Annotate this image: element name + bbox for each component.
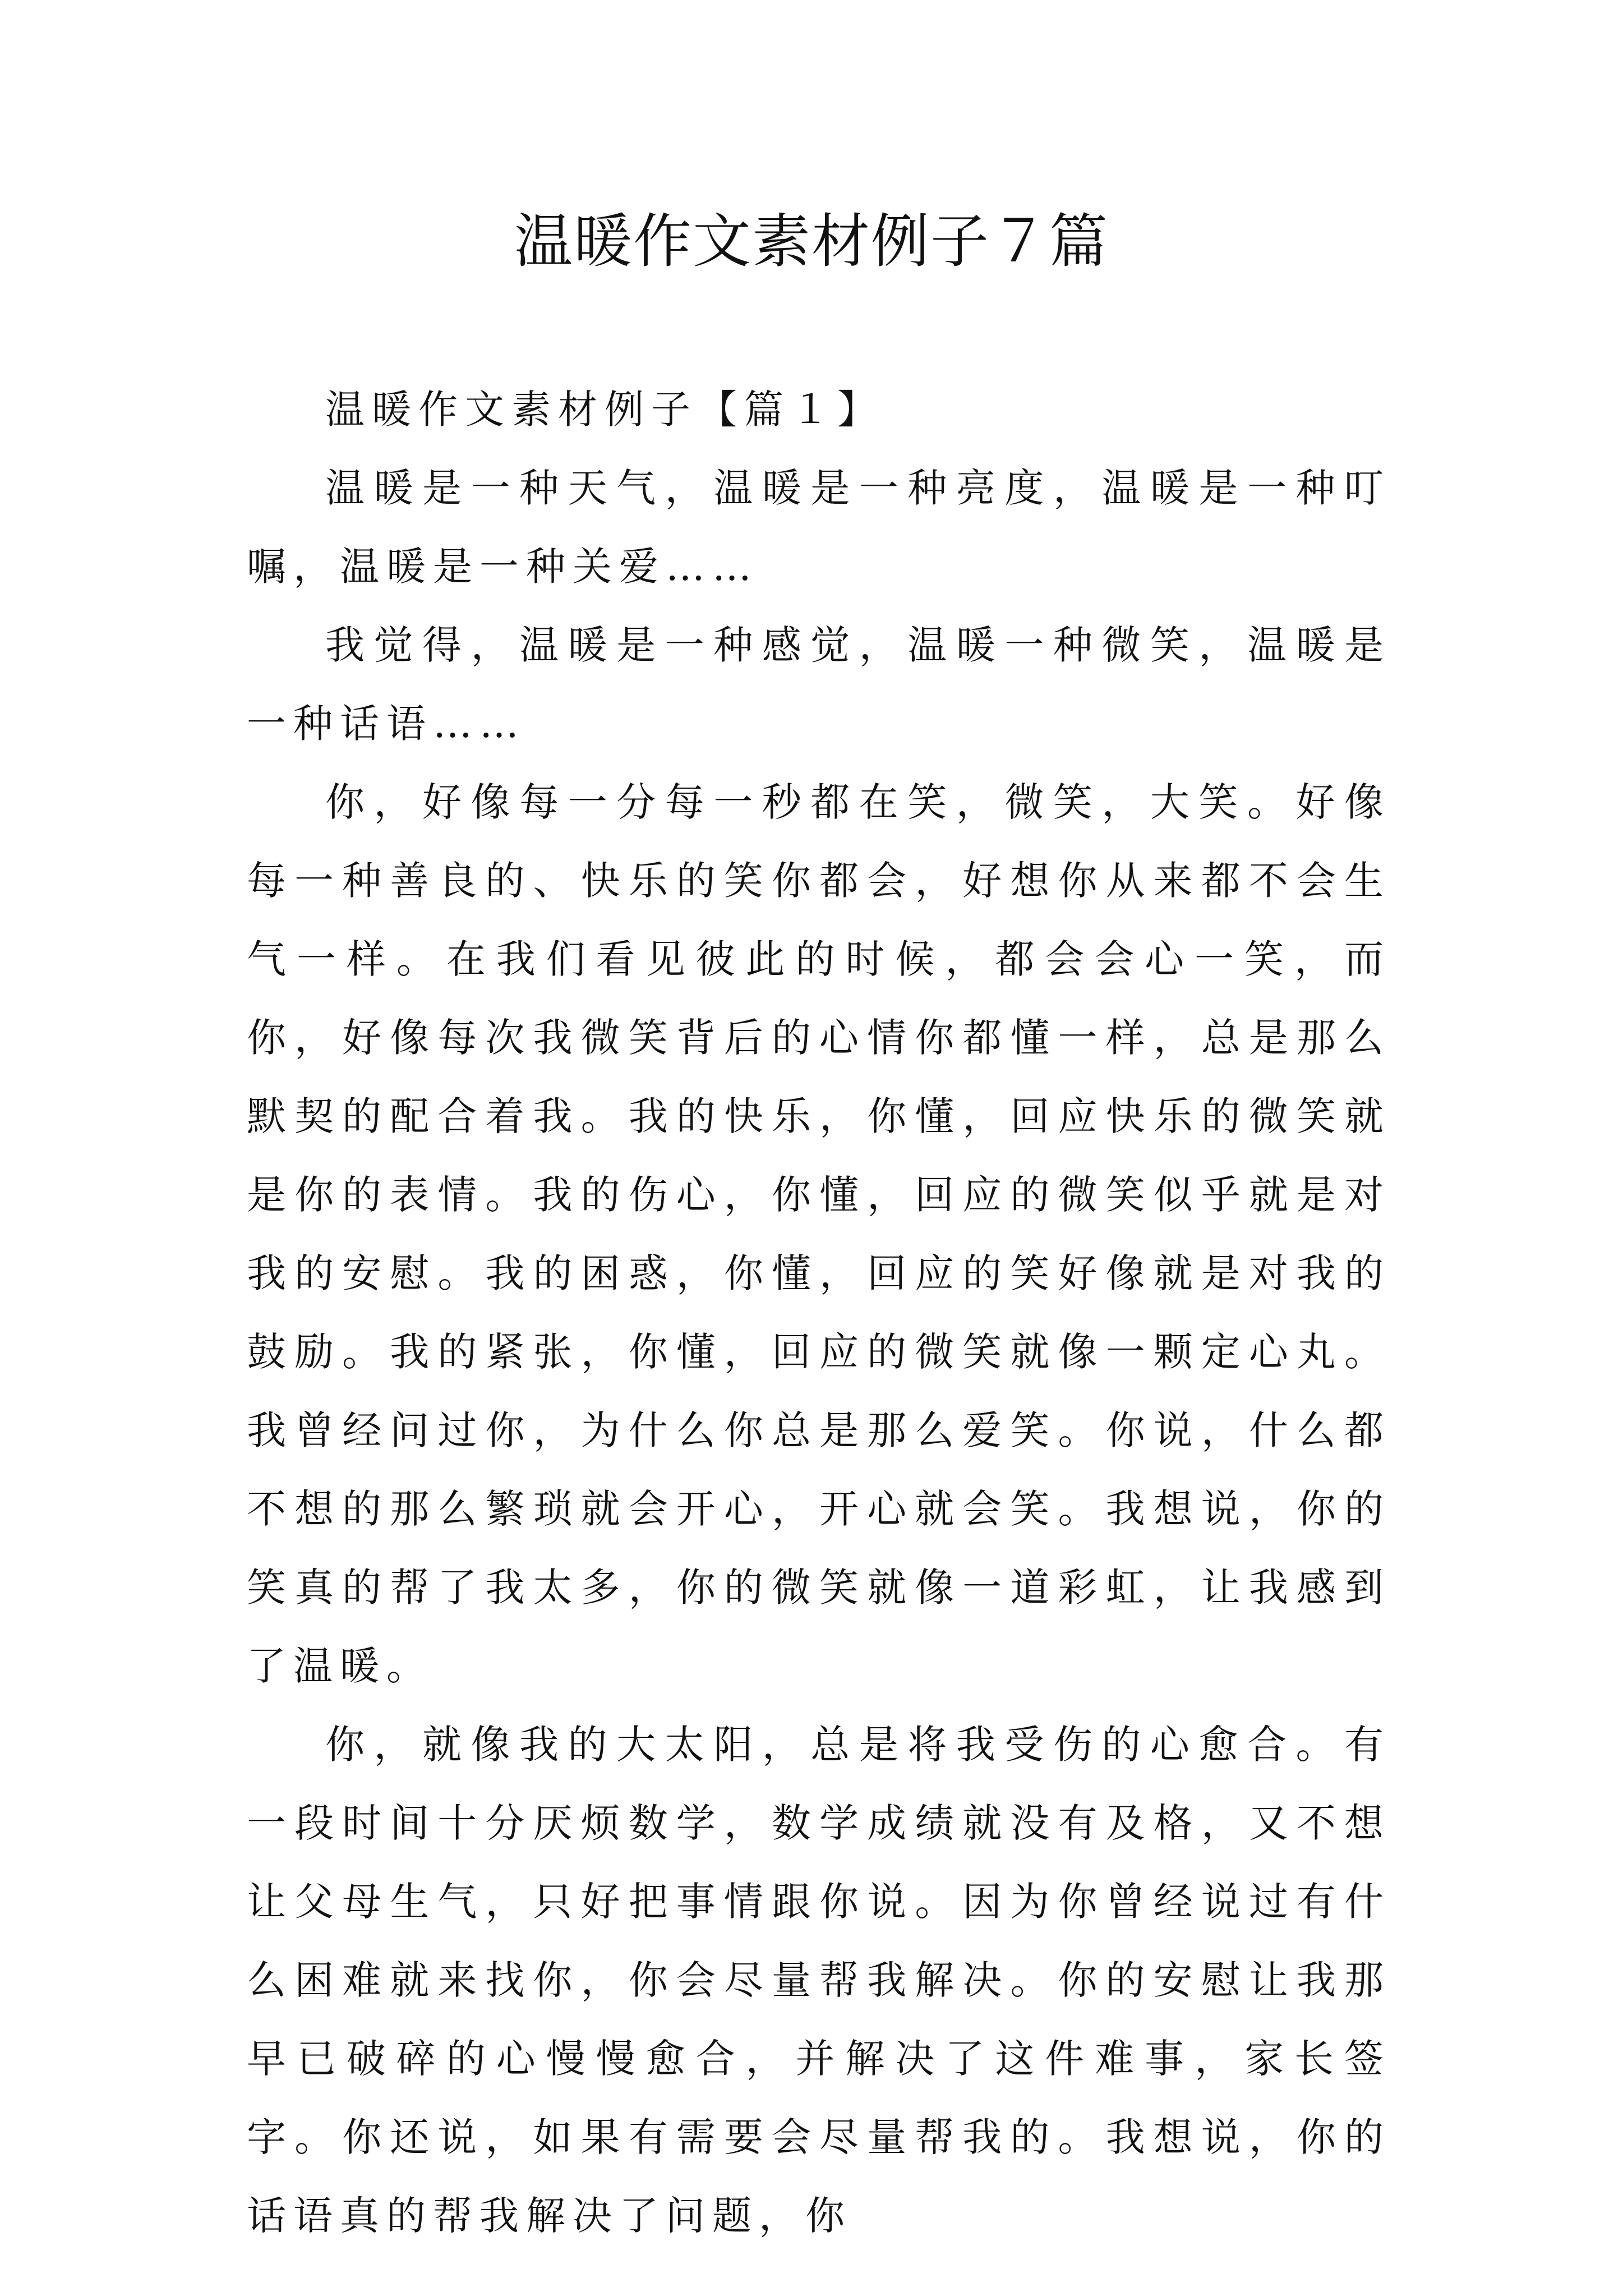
document-body [247,370,1391,2255]
document-title: 温暖作文素材例子７篇 [514,207,1109,275]
section-heading: 温暖作文素材例子【篇１】 [325,386,884,432]
paragraph: 你，好像每一分每一秒都在笑，微笑，大笑。好像每一种善良的、快乐的笑你都会，好想你从来都不会生气一样。在我们看见彼此的时候，都会会心一笑，而你，好像每次我微笑背后的心情你都懂一样，总是那么默契的配合着我。我的快乐，你懂，回应快乐的微笑就是你的表情。我的伤心，你懂，回应的微笑似乎就是对我的安慰。我的困惑，你懂，回应的笑好像就是对我的鼓励。我的紧张，你懂，回应的微笑就像一颗定心丸。我曾经问过你，为什么你总是那么爱笑。你说，什么都不想的那么繁琐就会开心，开心就会笑。我想说，你的笑真的帮了我太多，你的微笑就像一道彩虹，让我感到了温暖。 [247,779,1391,1689]
paragraph: 温暖是一种天气，温暖是一种亮度，温暖是一种叮嘱，温暖是一种关爱…… [247,465,1391,590]
paragraph: 我觉得，温暖是一种感觉，温暖一种微笑，温暖是一种话语…… [247,622,1391,747]
paragraph: 你，就像我的大太阳，总是将我受伤的心愈合。有一段时间十分厌烦数学，数学成绩就没有及格，又不想让父母生气，只好把事情跟你说。因为你曾经说过有什么困难就来找你，你会尽量帮我解决。你的安慰让我那早已破碎的心慢慢愈合，并解决了这件难事，家长签字。你还说，如果有需要会尽量帮我的。我想说，你的话语真的帮我解决了问题，你 [247,1722,1391,2239]
